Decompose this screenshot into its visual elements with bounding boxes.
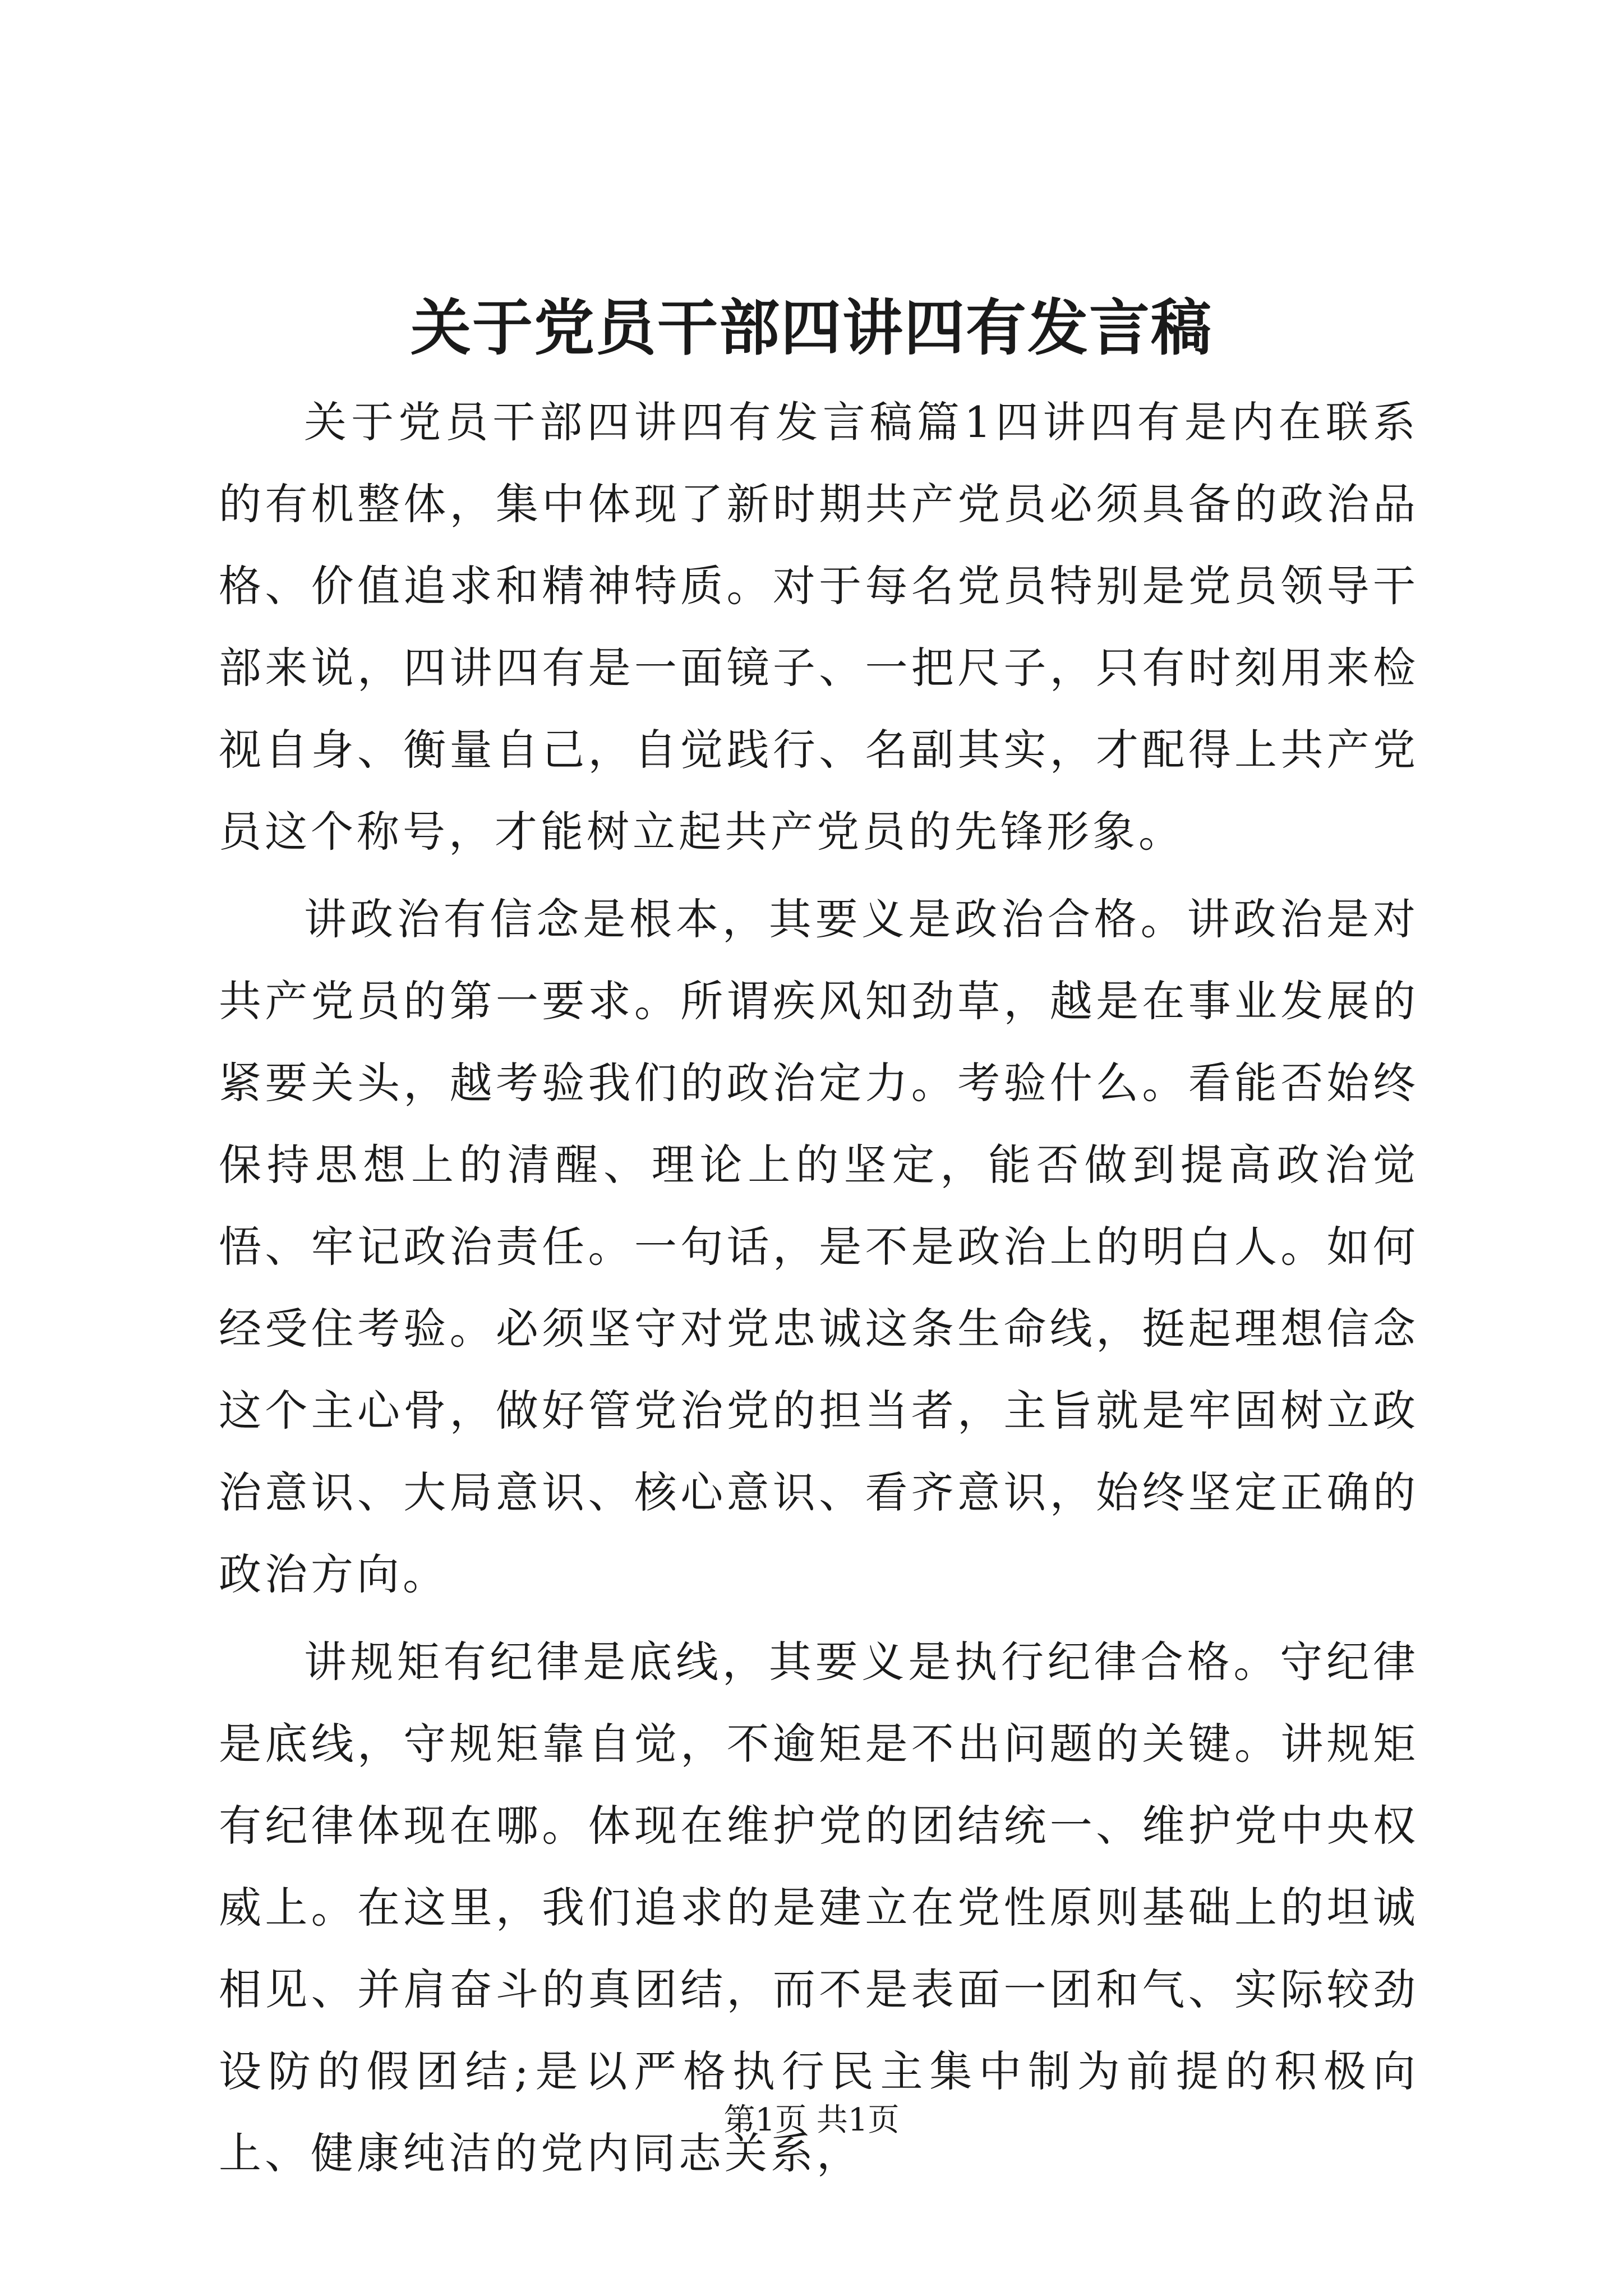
paragraph-2: 讲政治有信念是根本，其要义是政治合格。讲政治是对共产党员的第一要求。所谓疾风知劲草，越是在事业发展的紧要关头，越考验我们的政治定力。考验什么。看能否始终保持思想上的清醒、理论上的坚定，能否做到提高政治觉悟、牢记政治责任。一句话，是不是政治上的明白人。如何经受住考验。必须坚守对党忠诚这条生命线，挺起理想信念这个主心骨，做好管党治党的担当者，主旨就是牢固树立政治意识、大局意识、核心意识、看齐意识，始终坚定正确的政治方向。	[219, 894, 1419, 1599]
document-body	[219, 381, 1419, 2194]
page-footer: 第1页 共1页	[723, 2102, 900, 2138]
paragraph-3: 讲规矩有纪律是底线，其要义是执行纪律合格。守纪律是底线，守规矩靠自觉，不逾矩是不出问题的关键。讲规矩有纪律体现在哪。体现在维护党的团结统一、维护党中央权威上。在这里，我们追求的是建立在党性原则基础上的坦诚相见、并肩奋斗的真团结，而不是表面一团和气、实际较劲设防的假团结;是以严格执行民主集中制为前提的积极向上、健康纯洁的党内同志关系，	[219, 1637, 1419, 2178]
paragraph-1: 关于党员干部四讲四有发言稿篇1四讲四有是内在联系的有机整体，集中体现了新时期共产党员必须具备的政治品格、价值追求和精神特质。对于每名党员特别是党员领导干部来说，四讲四有是一面镜子、一把尺子，只有时刻用来检视自身、衡量自己，自觉践行、名副其实，才配得上共产党员这个称号，才能树立起共产党员的先锋形象。	[219, 397, 1419, 857]
document-title: 关于党员干部四讲四有发言稿	[410, 293, 1212, 364]
